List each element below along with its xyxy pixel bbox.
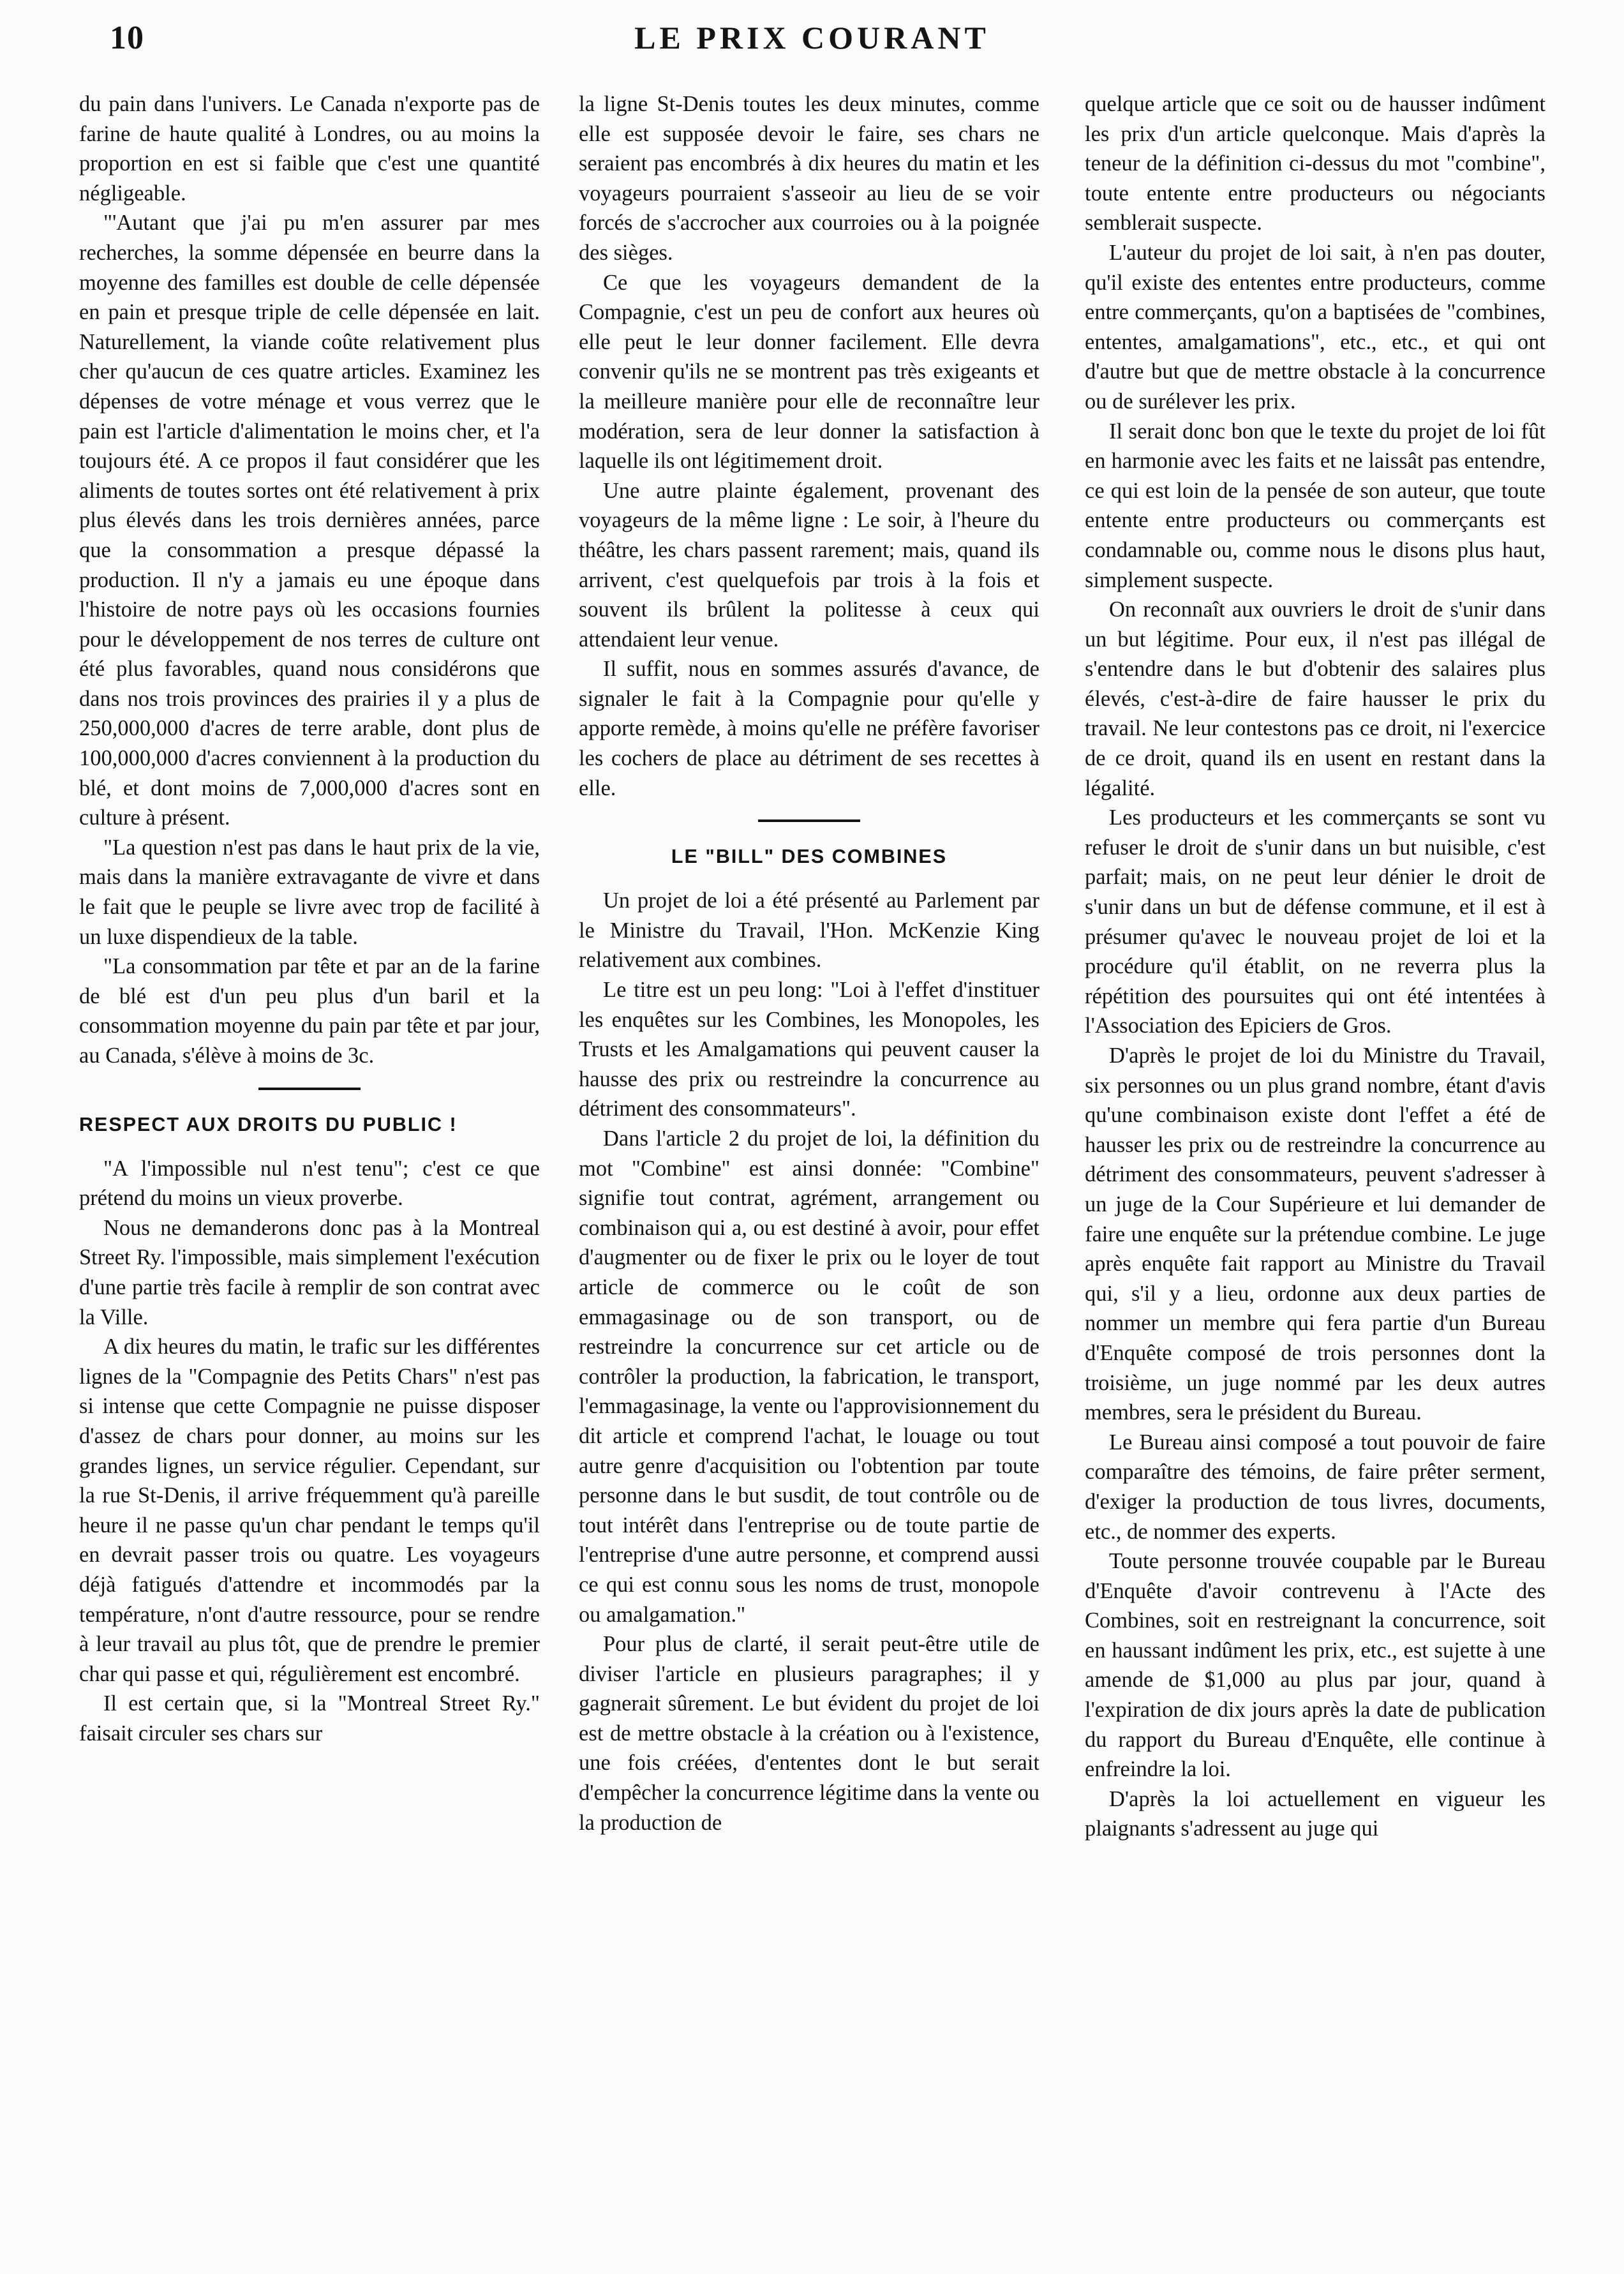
paragraph: Il serait donc bon que le texte du projet de loi fût en harmonie avec les faits et ne laissât pas entendre, ce qui est loin de la pensée de son auteur, que toute entente entre producteurs ou commerçants est condamnable ou, comme nous le disons plus haut, simplement suspecte. — [1085, 419, 1546, 592]
paragraph: Dans l'article 2 du projet de loi, la définition du mot "Combine" est ainsi donnée: "Combine" signifie tout contrat, agrément, arrangement ou combinaison qui a, ou est destiné à avoir, pour effet d'augmenter ou de fixer le prix ou le loyer de tout article de commerce ou le coût de son emmagasinage ou de son transport, ou de restreindre la concurrence sur cet article ou de contrôler la production, la fabrication, le transport, l'emmagasinage, la vente ou l'approvisionnement du dit article et comprend l'achat, le louage ou tout autre genre d'acquisition ou l'obtention par toute personne dans le but susdit, de tout contrôle ou de tout intérêt dans l'entreprise ou de toute partie de l'entreprise d'une autre personne, et comprend aussi ce qui est connu sous les noms de trust, monopole ou amalgamation." — [579, 1126, 1039, 1627]
journal-title: LE PRIX COURANT — [634, 20, 990, 56]
paragraph: "La consommation par tête et par an de la farine de blé est d'un peu plus d'un baril et la consommation moyenne du pain par tête et par jour, au Canada, s'élève à moins de 3c. — [79, 954, 540, 1068]
paragraph: "A l'impossible nul n'est tenu"; c'est ce que prétend du moins un vieux proverbe. — [79, 1156, 540, 1211]
column-1 — [79, 89, 540, 1748]
paragraph: Toute personne trouvée coupable par le Bureau d'Enquête d'avoir contrevenu à l'Acte des Combines, soit en restreignant la concurrence, soit en haussant indûment les prix, etc., est sujette à une amende de $1,000 au plus par jour, quand à l'expiration de dix jours après la date de publication du rapport du Bureau d'Enquête, elle continue à enfreindre la loi. — [1085, 1549, 1546, 1782]
paragraph: "'Autant que j'ai pu m'en assurer par mes recherches, la somme dépensée en beurre dans la moyenne des familles est double de celle dépensée en pain et presque triple de celle dépensée en lait. Naturellement, la viande coûte relativement plus cher qu'aucun de ces quatre articles. Examinez les dépenses de votre ménage et vous verrez que le pain est l'article d'alimentation le moins cher, et l'a toujours été. A ce propos il faut considérer que les aliments de toutes sortes ont été relativement à prix plus élevés dans les trois dernières années, parce que la consommation a presque dépassé la production. Il n'y a jamais eu une époque dans l'histoire de notre pays où les occasions fournies pour le développement de nos terres de culture ont été plus favorables, quand nous considérons que dans nos trois provinces des prairies il y a plus de 250,000,000 d'acres de terre arable, dont plus de 100,000,000 d'acres conviennent à la production du blé, et dont moins de 7,000,000 d'acres sont en culture à présent. — [79, 211, 540, 830]
paragraph: la ligne St-Denis toutes les deux minutes, comme elle est supposée devoir le faire, ses chars ne seraient pas encombrés à dix heures du matin et les voyageurs pourraient s'asseoir au lieu de se voir forcés de s'accrocher aux courroies ou à la poignée des sièges. — [579, 92, 1039, 265]
section-divider — [258, 1088, 361, 1090]
paragraph: quelque article que ce soit ou de hausser indûment les prix d'un article quelconque. Mais d'après la teneur de la définition ci-dessus du mot "combine", toute entente entre producteurs ou négociants semblerait suspecte. — [1085, 92, 1546, 236]
paragraph: du pain dans l'univers. Le Canada n'exporte pas de farine de haute qualité à Londres, ou au moins la proportion en est si faible que c'est une quantité négligeable. — [79, 92, 540, 206]
column-3 — [1085, 89, 1546, 1844]
paragraph: Ce que les voyageurs demandent de la Compagnie, c'est un peu de confort aux heures où elle peut le leur donner facilement. Elle devra convenir qu'ils ne se montrent pas très exigeants et la meilleure manière pour elle de reconnaître leur modération, sera de leur donner la satisfaction à laquelle ils ont légitimement droit. — [579, 270, 1039, 474]
section-heading: RESPECT AUX DROITS DU PUBLIC ! — [79, 1113, 458, 1135]
paragraph: Le Bureau ainsi composé a tout pouvoir de faire comparaître des témoins, de faire prêter serment, d'exiger la production de tous livres, documents, etc., de nommer des experts. — [1085, 1430, 1546, 1544]
paragraph: Nous ne demanderons donc pas à la Montreal Street Ry. l'impossible, mais simplement l'exécution d'une partie très facile à remplir de son contrat avec la Ville. — [79, 1215, 540, 1329]
paragraph: L'auteur du projet de loi sait, à n'en pas douter, qu'il existe des ententes entre producteurs, comme entre commerçants, qu'on a baptisées de "combines, ententes, amalgamations", etc., etc., et qui ont d'autre but que de mettre obstacle à la concurrence ou de surélever les prix. — [1085, 240, 1546, 414]
paragraph: Le titre est un peu long: "Loi à l'effet d'instituer les enquêtes sur les Combines, les Monopoles, les Trusts et les Amalgamations qui peuvent causer la hausse des prix ou restreindre la concurrence au détriment des consommateurs". — [579, 978, 1039, 1121]
paragraph: A dix heures du matin, le trafic sur les différentes lignes de la "Compagnie des Petits Chars" n'est pas si intense que cette Compagnie ne puisse disposer d'assez de chars pour donner, au moins sur les grandes lignes, un service régulier. Cependant, sur la rue St-Denis, il arrive fréquemment qu'à pareille heure il ne passe qu'un char pendant le temps qu'il en devrait passer trois ou quatre. Les voyageurs déjà fatigués d'attendre et incommodés par la température, n'ont d'autre ressource, pour se rendre à leur travail au plus tôt, que de prendre le premier char qui passe et qui, régulièrement est encombré. — [79, 1335, 540, 1686]
paragraph: D'après le projet de loi du Ministre du Travail, six personnes ou un plus grand nombre, étant d'avis qu'une combinaison existe dont l'effet a été de hausser les prix ou de restreindre la concurrence au détriment des consommateurs, peuvent s'adresser à un juge de la Cour Supérieure et lui demander de faire une enquête sur la prétendue combine. Le juge après enquête fait rapport au Ministre du Travail qui, s'il y a lieu, ordonne aux deux parties de nommer un membre qui fera partie d'un Bureau d'Enquête composé de trois personnes dont la troisième, un juge nommé par les deux autres membres, sera le président du Bureau. — [1085, 1043, 1546, 1425]
paragraph: Il suffit, nous en sommes assurés d'avance, de signaler le fait à la Compagnie pour qu'elle y apporte remède, à moins qu'elle ne préfère favoriser les cochers de place au détriment de ses recettes à elle. — [579, 657, 1039, 800]
section-heading: LE "BILL" DES COMBINES — [671, 846, 948, 868]
column-2 — [579, 89, 1039, 1837]
paragraph: Une autre plainte également, provenant des voyageurs de la même ligne : Le soir, à l'heure du théâtre, les chars passent rarement; mais, quand ils arrivent, c'est quelquefois par trois à la fois et souvent ils brûlent la politesse à ceux qui attendaient leur venue. — [579, 478, 1039, 652]
page-number: 10 — [110, 20, 144, 56]
paragraph: Un projet de loi a été présenté au Parlement par le Ministre du Travail, l'Hon. McKenzie King relativement aux combines. — [579, 888, 1039, 973]
section-divider — [758, 819, 860, 822]
paragraph: Pour plus de clarté, il serait peut-être utile de diviser l'article en plusieurs paragraphes; il y gagnerait sûrement. Le but évident du projet de loi est de mettre obstacle à la création ou à l'existence, une fois créées, d'ententes dont le but serait d'empêcher la concurrence légitime dans la vente ou la production de — [579, 1632, 1039, 1835]
paragraph: On reconnaît aux ouvriers le droit de s'unir dans un but légitime. Pour eux, il n'est pas illégal de s'entendre dans le but d'obtenir des salaires plus élevés, c'est-à-dire de faire hausser le prix du travail. Ne leur contestons pas ce droit, ni l'exercice de ce droit, quand ils en usent en restant dans la légalité. — [1085, 597, 1546, 800]
paragraph: D'après la loi actuellement en vigueur les plaignants s'adressent au juge qui — [1085, 1786, 1546, 1841]
paragraph: Il est certain que, si la "Montreal Street Ry." faisait circuler ses chars sur — [79, 1691, 540, 1746]
paragraph: Les producteurs et les commerçants se sont vu refuser le droit de s'unir dans un but nuisible, c'est parfait; mais, on ne peut leur dénier le droit de s'unir dans un but de défense commune, et il est à présumer qu'avec le nouveau projet de loi et la procédure qu'il établit, on ne reverra plus la répétition des poursuites qui ont été intentées à l'Association des Epiciers de Gros. — [1085, 805, 1546, 1038]
paragraph: "La question n'est pas dans le haut prix de la vie, mais dans la manière extravagante de vivre et dans le fait que le peuple se livre avec trop de facilité à un luxe dispendieux de la table. — [79, 835, 540, 949]
